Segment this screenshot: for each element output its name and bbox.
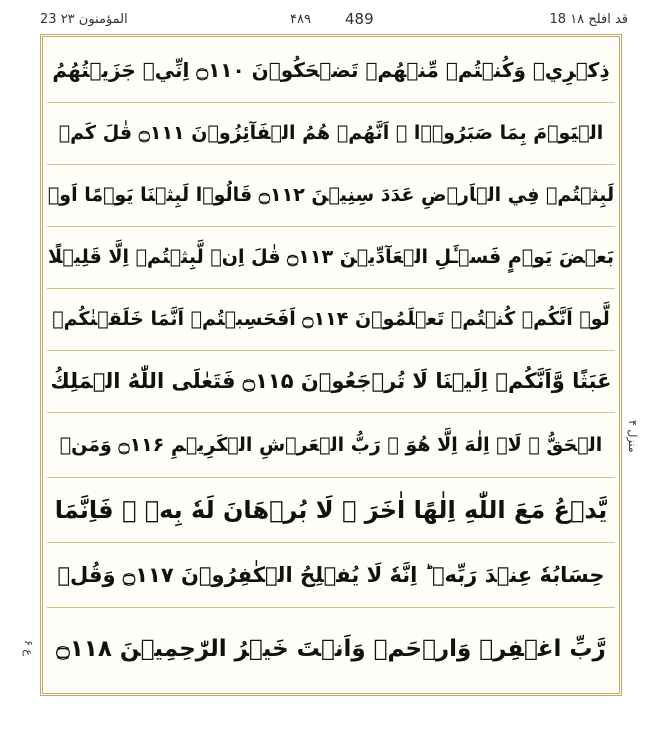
text-line-7: الۡحَقُّ ۚ لَاۤ اِلٰهَ اِلَّا هُوَ ۚ رَبُّ الۡعَرۡشِ الۡكَرِيۡمِ ۝۱۱۶ وَمَنۡ	[47, 412, 615, 478]
text-frame	[40, 34, 622, 696]
juz-name: 18 قد افلح ۱۸	[549, 12, 628, 27]
text-line-5: لَّوۡ اَنَّكُمۡ كُنۡتُمۡ تَعۡلَمُوۡنَ ۝۱۱۴ اَفَحَسِبۡتُمۡ اَنَّمَا خَلَقۡنٰكُمۡ	[47, 288, 615, 351]
page-number: 489	[345, 10, 374, 28]
text-line-10: رَّبِّ اغۡفِرۡ وَارۡحَمۡ وَاَنۡتَ خَيۡرُ الرّٰحِمِيۡنَ ۝۱۱۸	[56, 636, 606, 662]
text-line-1: ذِكۡرِيۡ وَكُنۡتُمۡ مِّنۡهُمۡ تَضۡحَكُوۡنَ ۝۱۱۰ اِنِّيۡ جَزَيۡتُهُمُ	[47, 37, 615, 103]
text-line-6: عَبَثًا وَّاَنَّكُمۡ اِلَيۡنَا لَا تُرۡجَعُوۡنَ ۝۱۱۵ فَتَعٰلَى اللّٰهُ الۡمَلِكُ	[47, 350, 615, 413]
page-header	[40, 2, 628, 32]
text-line-4: بَعۡضَ يَوۡمٍ فَسۡـَٔلِ الۡعَآدِّيۡنَ ۝۱۱۳ قٰلَ اِنۡ لَّبِثۡتُمۡ اِلَّا قَلِيۡلًا	[47, 226, 615, 289]
text-line-9: حِسَابُهٗ عِنۡدَ رَبِّهٖ ؕ اِنَّهٗ لَا يُفۡلِحُ الۡكٰفِرُوۡنَ ۝۱۱۷ وَقُلۡ	[47, 542, 615, 608]
ruku-marker: ع ۶	[22, 640, 35, 656]
manzil-marker: منزل ۴	[626, 420, 639, 453]
text-line-2: الۡيَوۡمَ بِمَا صَبَرُوۡۤا ۙ اَنَّهُمۡ هُمُ الۡفَآئِزُوۡنَ ۝۱۱۱ قٰلَ كَمۡ	[47, 102, 615, 165]
page-number-arabic: ۴۸۹	[290, 12, 311, 27]
text-line-3: لَبِثۡتُمۡ فِي الۡاَرۡضِ عَدَدَ سِنِيۡنَ ۝۱۱۲ قَالُوۡا لَبِثۡنَا يَوۡمًا اَوۡ	[47, 164, 615, 227]
surah-name: 23 المؤمنون ۲۳	[40, 12, 128, 27]
text-line-8: يَّدۡعُ مَعَ اللّٰهِ اِلٰهًا اٰخَرَ ۙ لَا بُرۡهَانَ لَهٗ بِهٖ ۙ فَاِنَّمَا	[47, 477, 615, 543]
